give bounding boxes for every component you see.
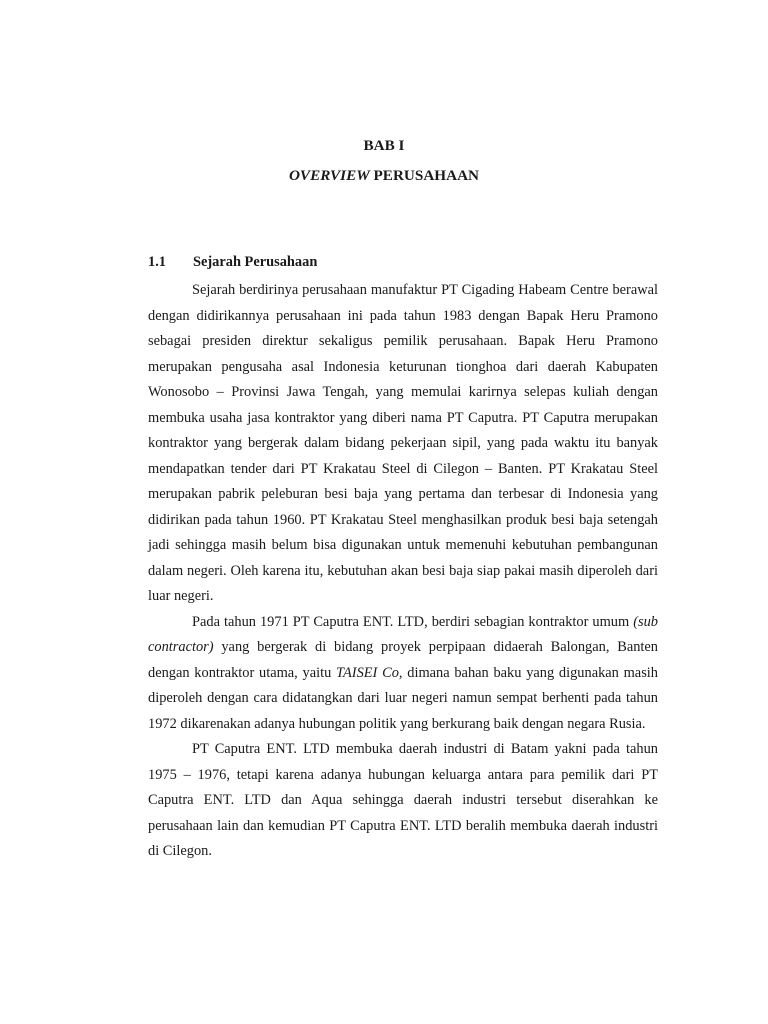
body-text [148,278,658,865]
paragraph-3: PT Caputra ENT. LTD membuka daerah industri di Batam yakni pada tahun 1975 – 1976, tetapi karena adanya hubungan keluarga antara para pemilik dari PT Caputra ENT. LTD dan Aqua sehingga daerah industri tersebut diserahkan ke perusahaan lain dan kemudian PT Caputra ENT. LTD beralih membuka daerah industri di Cilegon. [148,741,658,859]
section-heading [148,254,317,271]
chapter-title [0,167,768,185]
section-number: 1.1 [148,254,166,270]
chapter-label: BAB I [363,137,405,154]
chapter-title-italic: OVERVIEW [288,167,370,184]
paragraph-2 [148,610,658,738]
paragraph-2-part-c: yang bergerak di bidang proyek perpipaan didaerah Balongan, Banten dengan kontraktor utama, yaitu [148,639,658,681]
paragraph-2-sub-contractor: (sub contractor) [148,613,658,655]
paragraph-2-taisei: TAISEI Co, [336,664,403,681]
chapter-title-rest: PERUSAHAAN [369,167,480,184]
paragraph-1: Sejarah berdirinya perusahaan manufaktur PT Cigading Habeam Centre berawal dengan didirikannya perusahaan ini pada tahun 1983 dengan Bapak Heru Pramono sebagai presiden direktur sekaligus pemilik perusahaan. Bapak Heru Pramono merupakan pengusaha asal Indonesia keturunan tionghoa dari daerah Kabupaten Wonosobo – Provinsi Jawa Tengah, yang memulai karirnya selepas kuliah dengan membuka usaha jasa kontraktor yang diberi nama PT Caputra. PT Caputra merupakan kontraktor yang bergerak dalam bidang pekerjaan sipil, yang pada waktu itu banyak mendapatkan tender dari PT Krakatau Steel di Cilegon – Banten. PT Krakatau Steel merupakan pabrik peleburan besi baja yang pertama dan terbesar di Indonesia yang didirikan pada tahun 1960. PT Krakatau Steel menghasilkan produk besi baja setengah jadi sehingga masih belum bisa digunakan untuk memenuhi kebutuhan pembangunan dalam negeri. Oleh karena itu, kebutuhan akan besi baja siap pakai masih diperoleh dari luar negeri. [148,282,658,604]
section-title: Sejarah Perusahaan [193,254,318,270]
paragraph-2-part-e: dimana bahan baku yang digunakan masih diperoleh dengan cara didatangkan dari luar negeri namun sempat berhenti pada tahun 1972 dikarenakan adanya hubungan politik yang berkurang baik dengan negara Rusia. [148,664,658,732]
paragraph-2-part-a: Pada tahun 1971 PT Caputra ENT. LTD, berdiri sebagian kontraktor umum [192,613,634,630]
